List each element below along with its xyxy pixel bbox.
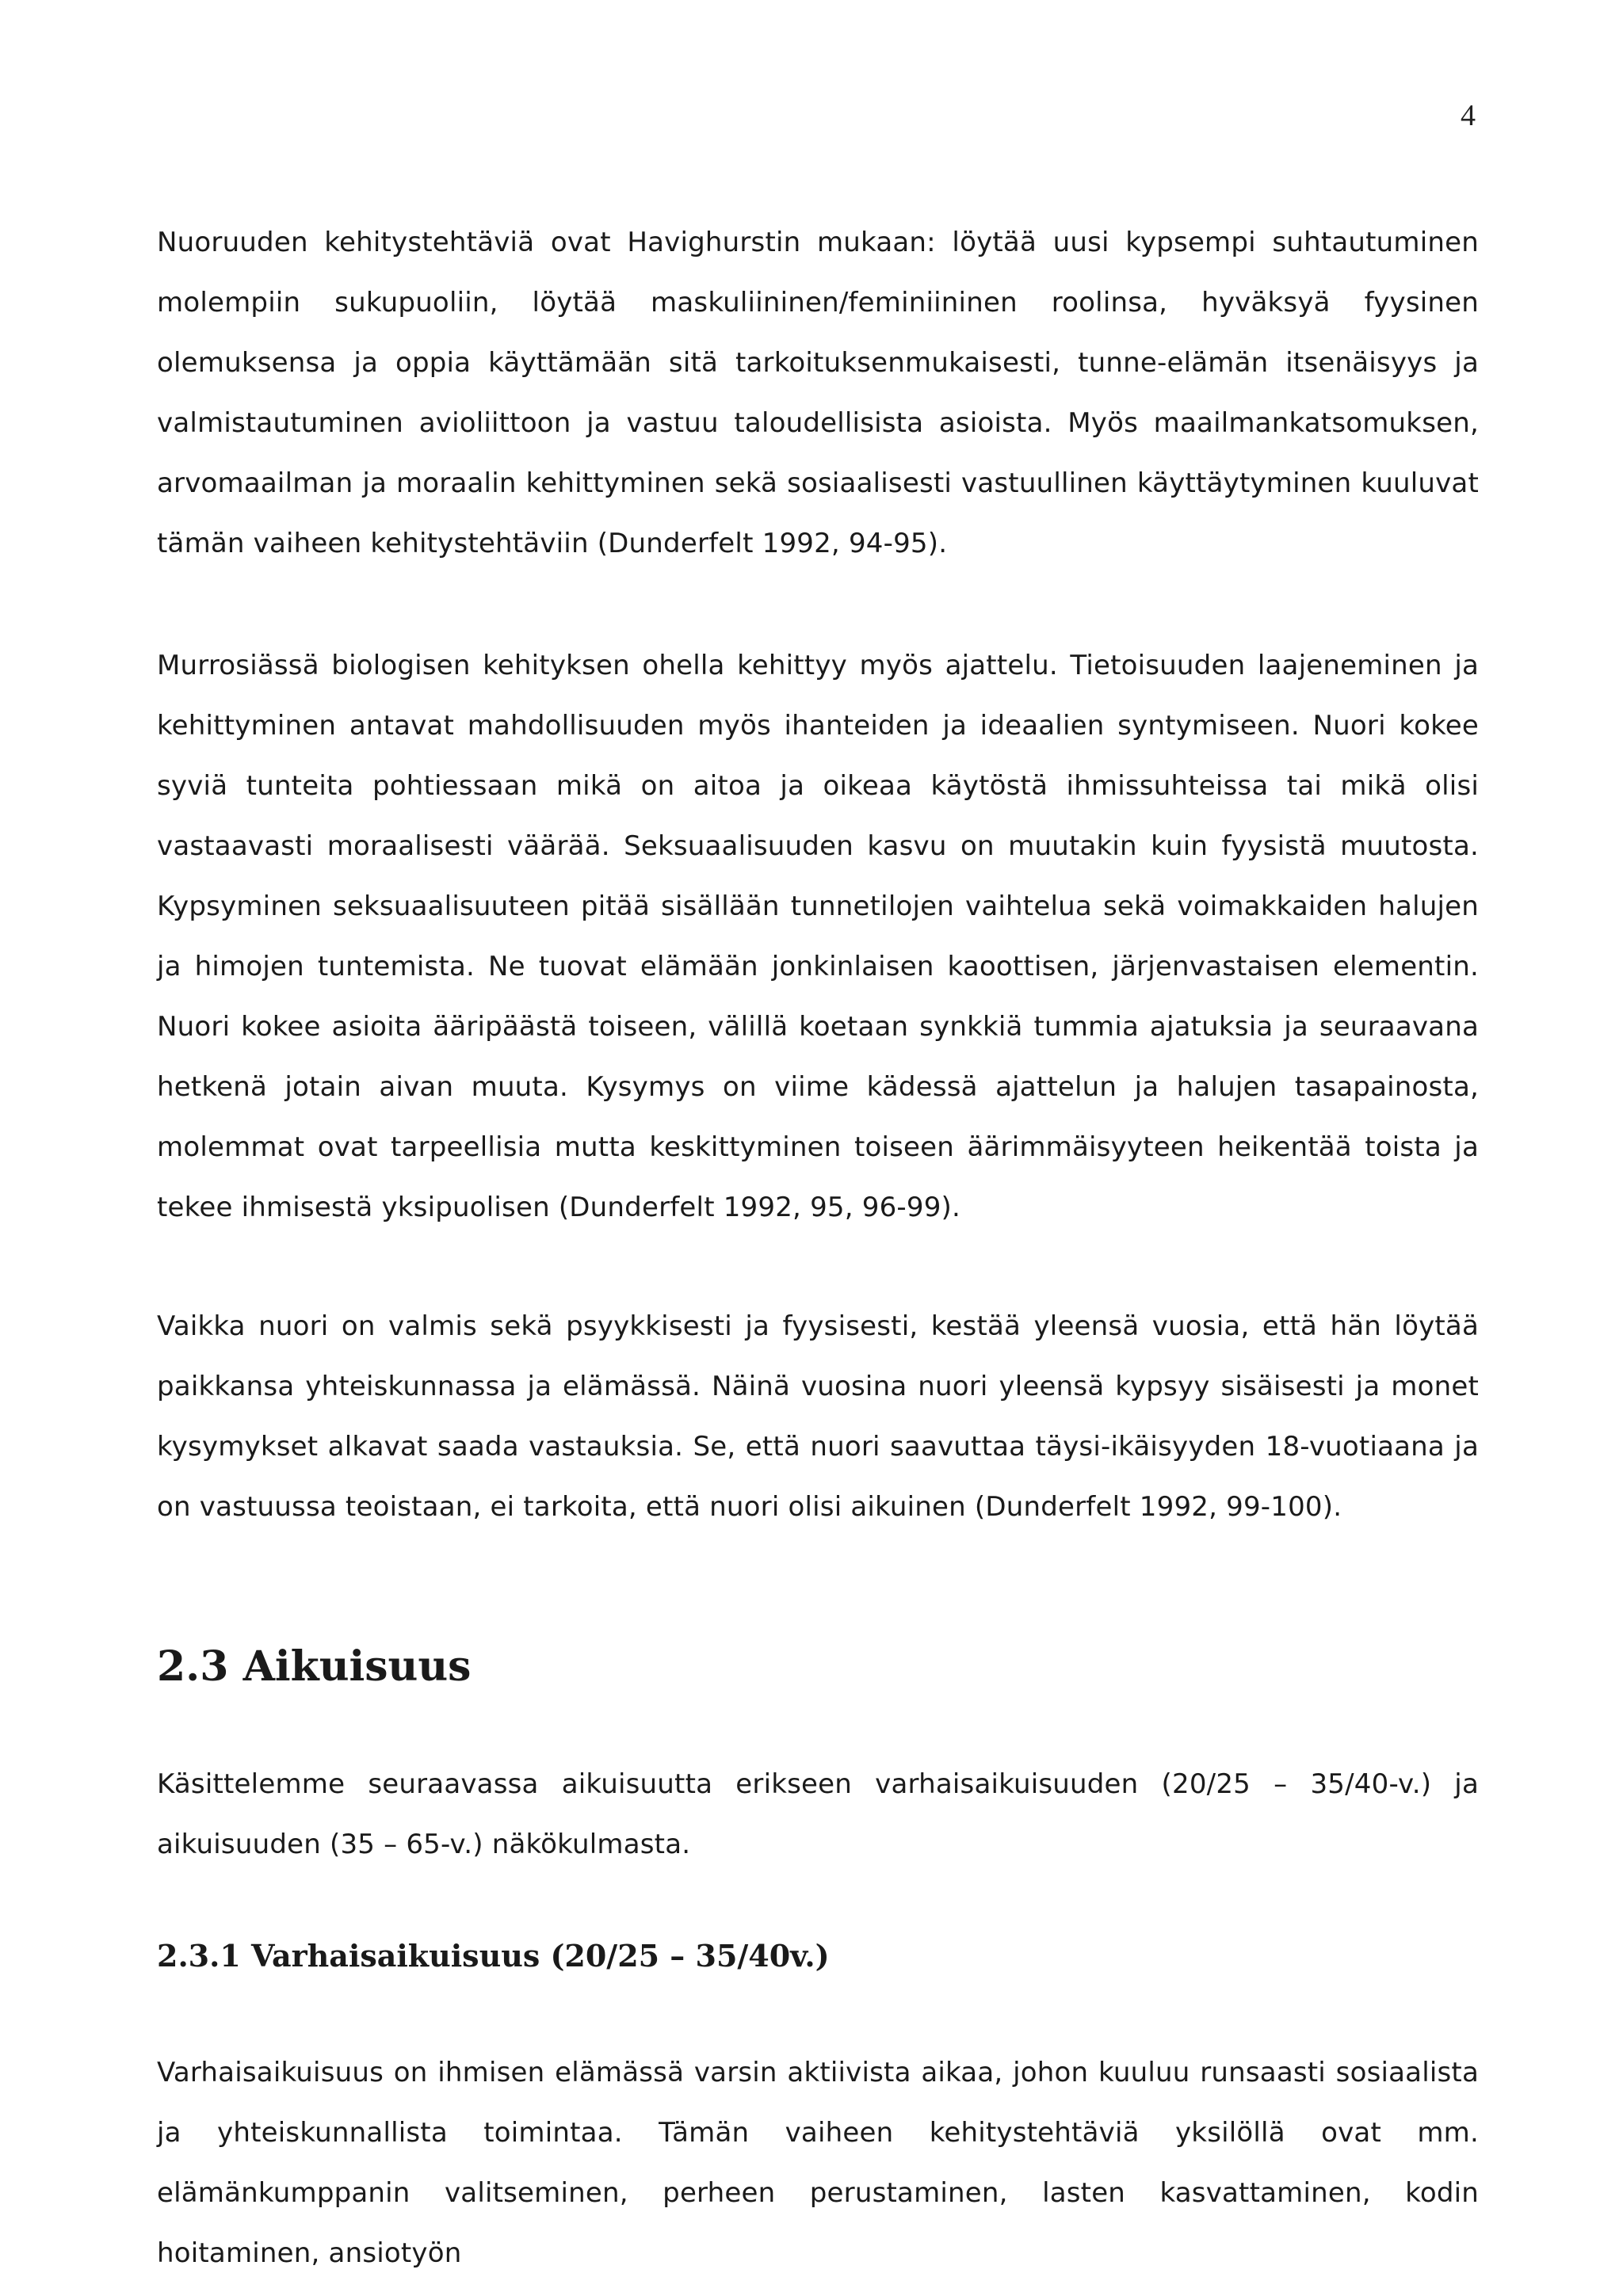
section-heading: 2.3 Aikuisuus xyxy=(157,1642,472,1691)
paragraph-early-adulthood: Varhaisaikuisuus on ihmisen elämässä varsin aktiivista aikaa, johon kuuluu runsaasti sosiaalista ja yhteiskunnallista toimintaa. Tämän vaiheen kehitystehtäviä yksilöllä ovat mm. elämänkumppanin valitseminen, perheen perustaminen, lasten kasvattaminen, kodin hoitaminen, ansiotyön xyxy=(157,2057,1479,2269)
paragraph-puberty-thinking: Murrosiässä biologisen kehityksen ohella kehittyy myös ajattelu. Tietoisuuden laajeneminen ja kehittyminen antavat mahdollisuuden myös ihanteiden ja ideaalien syntymiseen. Nuori kokee syviä tunteita pohtiessaan mikä on aitoa ja oikeaa käytöstä ihmissuhteissa tai mikä olisi vastaavasti moraalisesti väärää. Seksuaalisuuden kasvu on muutakin kuin fyysistä muutosta. Kypsyminen seksuaalisuuteen pitää sisällään tunnetilojen vaihtelua sekä voimakkaiden halujen ja himojen tuntemista. Ne tuovat elämään jonkinlaisen kaoottisen, järjenvastaisen elementin. Nuori kokee asioita ääripäästä toiseen, välillä koetaan synkkiä tummia ajatuksia ja seuraavana hetkenä jotain aivan muuta. Kysymys on viime kädessä ajattelun ja halujen tasapainosta, molemmat ovat tarpeellisia mutta keskittyminen toiseen äärimmäisyyteen heikentää toista ja tekee ihmisestä yksipuolisen (Dunderfelt 1992, 95, 96-99). xyxy=(157,650,1479,1223)
paragraph-finding-place: Vaikka nuori on valmis sekä psyykkisesti ja fyysisesti, kestää yleensä vuosia, että hän löytää paikkansa yhteiskunnassa ja elämässä. Näinä vuosina nuori yleensä kypsyy sisäisesti ja monet kysymykset alkavat saada vastauksia. Se, että nuori saavuttaa täysi-ikäisyyden 18-vuotiaana ja on vastuussa teoistaan, ei tarkoita, että nuori olisi aikuinen (Dunderfelt 1992, 99-100). xyxy=(157,1310,1479,1523)
page-number: 4 xyxy=(1461,99,1476,132)
paragraph-developmental-tasks: Nuoruuden kehitystehtäviä ovat Havighurstin mukaan: löytää uusi kypsempi suhtautuminen molempiin sukupuoliin, löytää maskuliininen/feminiininen roolinsa, hyväksyä fyysinen olemuksensa ja oppia käyttämään sitä tarkoituksenmukaisesti, tunne-elämän itsenäisyys ja valmistautuminen avioliittoon ja vastuu taloudellisista asioista. Myös maailmankatsomuksen, arvomaailman ja moraalin kehittyminen sekä sosiaalisesti vastuullinen käyttäytyminen kuuluvat tämän vaiheen kehitystehtäviin (Dunderfelt 1992, 94-95). xyxy=(157,227,1479,559)
paragraph-adulthood-intro: Käsittelemme seuraavassa aikuisuutta erikseen varhaisaikuisuuden (20/25 – 35/40-v.) ja aikuisuuden (35 – 65-v.) näkökulmasta. xyxy=(157,1768,1479,1860)
subsection-heading: 2.3.1 Varhaisaikuisuus (20/25 – 35/40v.) xyxy=(157,1938,830,1974)
